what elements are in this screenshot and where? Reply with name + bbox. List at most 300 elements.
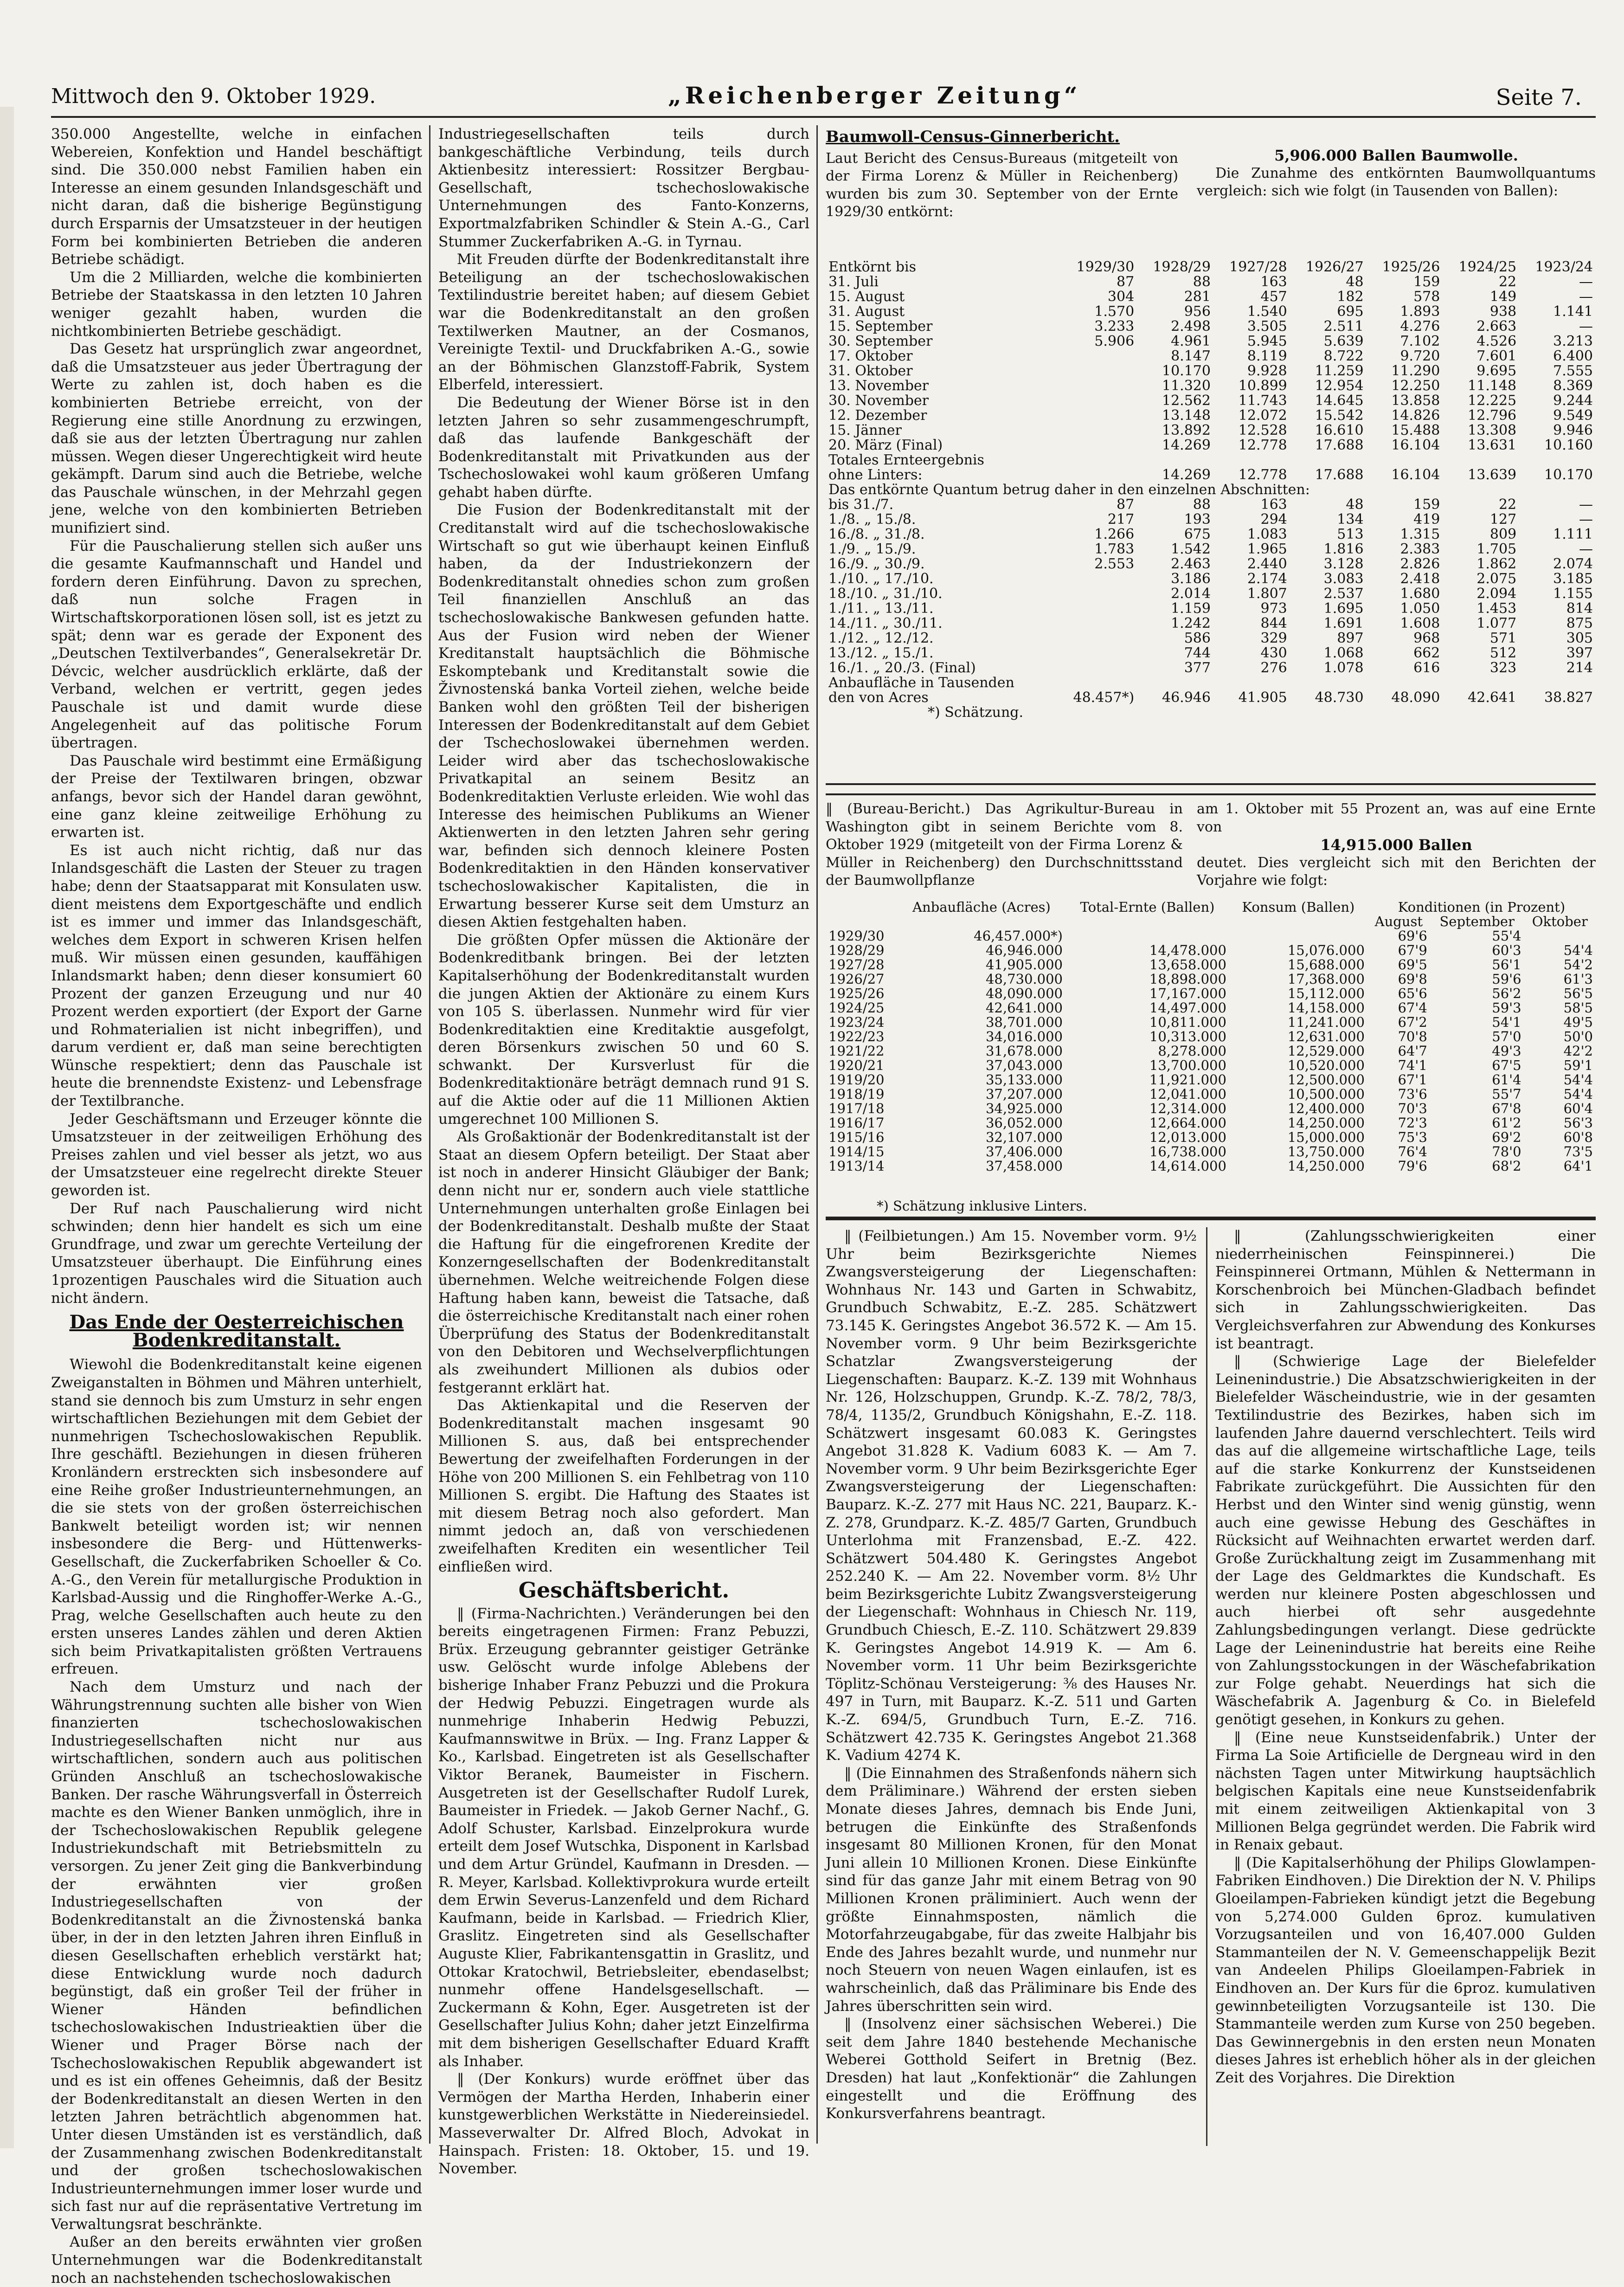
- table-row: [826, 1073, 1596, 1087]
- table-cell: 38,701.000: [985, 1014, 1063, 1030]
- table-cell: 12.954: [1315, 378, 1364, 394]
- table-cell: 1.083: [1247, 526, 1287, 542]
- table-row: [826, 497, 1596, 512]
- table-cell: 214: [1566, 660, 1593, 676]
- table-cell: 1925/26: [828, 986, 885, 1001]
- table-cell: 134: [1337, 511, 1364, 528]
- table-cell: 217: [1107, 511, 1135, 528]
- table-cell: 513: [1337, 526, 1364, 542]
- table-cell: 1./11. „ 13./11.: [828, 600, 934, 617]
- table-cell: 12,013.000: [1149, 1129, 1226, 1145]
- table-row: [826, 1116, 1596, 1130]
- table-cell: 56'2: [1492, 986, 1521, 1001]
- paragraph: ‖ (Eine neue Kunstseidenfabrik.) Unter der Firma La Soie Artificielle de Dergneau wird in den nächsten Tagen unter Mitwirkung hauptsächlich belgischen Kapitals eine neue Kunstseidenfabrik mit einem zeitweiligen Aktienkapital von 3 Millionen Belga gegründet werden. Die Fabrik wird in Renaix gebaut.: [1215, 1729, 1596, 1854]
- table-cell: 973: [1260, 600, 1287, 617]
- table-cell: 1.159: [1171, 600, 1211, 617]
- table-cell: 3.505: [1247, 318, 1287, 335]
- paragraph: Es ist auch nicht richtig, daß nur das Inlandsgeschäft die Lasten der Steuer zu tragen habe; denn der Staatsapparat mit Konsulaten usw. dient meistens dem Exportgeschäfte und endlich ist es immer und immer das Inlandsgeschäft, welches dem Export in schweren Krisen helfen muß. Wir müssen einen gesunden, kauffähigen Inlandsmarkt haben; denn dieser konsumiert 60 Prozent der ganzen Erzeugung und nur 40 Prozent werden exportiert (der Export der Garne und Rohmaterialien ist nicht inbegriffen), und darum verdient er, daß man seine berechtigten Wünsche respektiert; denn das Pauschale ist heute die brennendste Existenz- und Lebensfrage der Textilbranche.: [51, 842, 422, 1110]
- table-cell: 5.945: [1247, 333, 1287, 349]
- paragraph: Die Bedeutung der Wiener Börse ist in den letzten Jahren so sehr zusammengeschrumpft, daß das laufende Bankgeschäft der Bodenkreditanstalt mit Privatkunden aus der Tschechoslowakei wohl kaum größeren Umfang gehabt haben dürfte.: [438, 394, 809, 501]
- census-intro: Laut Bericht des Census-Bureaus (mitgeteilt von der Firma Lorenz & Müller in Reichenberg) wurden bis zum 30. September von der Ernte 1929/30 entkörnt:: [826, 150, 1178, 220]
- table-cell: [1057, 646, 1137, 661]
- paragraph: Industriegesellschaften teils durch bankgeschäftliche Verbindung, teils durch Aktienbesitz interessiert: Rossitzer Bergbau-Gesellschaft, tschechoslowakische Unternehmungen des Fanto-Konzerns, Exportmalzfabriken Schindler & Stein A.-G., Carl Stummer Zuckerfabriken A.-G. in Tyrnau.: [438, 126, 809, 250]
- table-cell: 1925/26: [1382, 259, 1440, 275]
- table-cell: 8.369: [1553, 378, 1593, 394]
- total-row: [826, 468, 1596, 483]
- table-cell: 1927/28: [828, 957, 885, 973]
- table-cell: 35,133.000: [985, 1072, 1063, 1088]
- table-cell: 37,406.000: [985, 1144, 1063, 1160]
- table-cell: 1.453: [1476, 600, 1517, 617]
- table-cell: Totales Ernteergebnis: [828, 452, 984, 468]
- section-heading: Geschäftsbericht.: [518, 1578, 730, 1603]
- table-cell: 377: [1184, 660, 1211, 676]
- section-label-row: [826, 483, 1596, 497]
- table-row: [826, 1058, 1596, 1073]
- table-cell: 1923/24: [828, 1014, 885, 1030]
- table-cell: ohne Linters:: [828, 467, 923, 483]
- table-cell: 968: [1413, 630, 1440, 646]
- table-cell: 11.320: [1162, 378, 1211, 394]
- table-cell: 1.893: [1400, 303, 1440, 320]
- table-cell: 1929/30: [828, 928, 885, 944]
- table-cell: 11.259: [1315, 363, 1364, 379]
- table-cell: 16./1. „ 20./3. (Final): [828, 660, 976, 676]
- table-cell: 74'1: [1398, 1057, 1427, 1073]
- table-cell: bis 31./7.: [828, 496, 894, 513]
- bureau-report: [826, 800, 1596, 1213]
- paragraph: Jeder Geschäftsmann und Erzeuger könnte die Umsatzsteuer in der zeitweiligen Erhöhung des Preises zahlen und viel besser als jetzt, wo aus der Umsatzsteuer eine regelrecht direkte Steuer geworden ist.: [51, 1110, 422, 1199]
- table-cell: 3.083: [1323, 571, 1364, 587]
- table-cell: 37,043.000: [985, 1057, 1063, 1073]
- table-cell: [1057, 364, 1137, 379]
- table-cell: 1.266: [1094, 526, 1135, 542]
- column-3-bottom: [826, 1227, 1197, 2146]
- table-row: [826, 1015, 1596, 1030]
- table-cell: 41.905: [1238, 689, 1287, 706]
- table-cell: 61'2: [1492, 1115, 1521, 1131]
- table-cell: 1.965: [1247, 541, 1287, 557]
- table-cell: 1917/18: [828, 1101, 885, 1116]
- table-cell: 10,313.000: [1149, 1029, 1226, 1044]
- table-cell: 1.155: [1553, 586, 1593, 602]
- paragraph: Außer an den bereits erwähnten vier großen Unternehmungen war die Bodenkreditanstalt noch an nachstehenden tschechoslowakischen: [51, 2234, 422, 2287]
- table-cell: 49'3: [1492, 1043, 1521, 1059]
- table-cell: 2.074: [1553, 556, 1593, 572]
- table-cell: 9.695: [1476, 363, 1517, 379]
- table-cell: 72'3: [1398, 1115, 1427, 1131]
- table-cell: 956: [1184, 303, 1211, 320]
- table-cell: Konsum (Ballen): [1242, 899, 1355, 915]
- table-cell: 11.148: [1468, 378, 1517, 394]
- table-cell: 17. Oktober: [828, 348, 913, 364]
- table-cell: 1.077: [1476, 615, 1517, 631]
- table-cell: 50'0: [1563, 1029, 1593, 1044]
- table-cell: 2.440: [1247, 556, 1287, 572]
- table-cell: [1057, 379, 1137, 393]
- table-cell: 8.722: [1323, 348, 1364, 364]
- table-cell: 1.050: [1400, 600, 1440, 617]
- table-cell: 127: [1489, 511, 1517, 528]
- census-title: Baumwoll-Census-Ginnerbericht.: [826, 128, 1120, 146]
- table-cell: 397: [1566, 645, 1593, 661]
- table-row: [826, 601, 1596, 616]
- table-cell: 14,158.000: [1287, 1000, 1365, 1016]
- table-cell: 54'4: [1563, 942, 1593, 958]
- table-cell: [1066, 929, 1229, 943]
- table-cell: September: [1439, 914, 1515, 929]
- table-cell: 1913/14: [828, 1158, 885, 1174]
- table-cell: 12,529.000: [1287, 1043, 1365, 1059]
- table-row: [826, 616, 1596, 631]
- table-cell: 67'8: [1492, 1101, 1521, 1116]
- table-row: [826, 1159, 1596, 1173]
- table-cell: [1229, 929, 1367, 943]
- table-cell: 11.290: [1391, 363, 1440, 379]
- table-cell: 61'3: [1563, 971, 1593, 987]
- table-cell: 12,041.000: [1149, 1086, 1226, 1102]
- paragraph: Für die Pauschalierung stellen sich außer uns die gesamte Kaufmannschaft und Handel und fordern deren Einführung. Davon zu sprechen, daß nun solche Fragen in Wirtschaftskorporationen lösen soll, ist es jetzt zu spät; denn war es gerade der Exponent des „Deutschen Textilverbandes“, Generalsekretär Dr. Dévcic, welcher ausdrücklich erklärte, daß der Verband, welchen er vertritt, gegen jedes Pauschale ist und damit wurde diese Angelegenheit auf das politische Forum übertragen.: [51, 537, 422, 752]
- table-cell: 12.528: [1238, 422, 1287, 438]
- table-row: [826, 557, 1596, 572]
- table-cell: 67'1: [1398, 1072, 1427, 1088]
- census-side-title: 5,906.000 Ballen Baumwolle.: [1274, 147, 1518, 164]
- census-report: [826, 125, 1596, 789]
- table-cell: 12.072: [1238, 407, 1287, 424]
- table-cell: 17,167.000: [1149, 986, 1226, 1001]
- table-cell: 276: [1260, 660, 1287, 676]
- paragraph: ‖ (Die Kapitalserhöhung der Philips Glowlampen-Fabriken Eindhoven.) Die Direktion der N. V. Philips Gloeilampen-Fabrieken kündigt jetzt die Begebung von 5,274.000 Gulden 6proz. kumulativen Vorzugsanteilen und von 16,407.000 Gulden Stammanteilen der N. V. Gemeenschappelijk Bezit van Andeelen Philips Gloeilampen-Fabriek in Eindhoven an. Der Kurs für die 6proz. kumulativen gewinnbeteiligten Vorzugsanteile ist 130. Die Stammanteile werden zum Kurse von 250 begeben. Das Gewinnergebnis in den ersten neun Monaten dieses Jahres ist erheblich höher als in der gleichen Zeit des Vorjahres. Die Direktion: [1215, 1854, 1596, 2086]
- paragraph: ‖ (Insolvenz einer sächsischen Weberei.) Die seit dem Jahre 1840 bestehende Mechanische Weberei Gotthold Seifert in Bretnig (Bez. Dresden) hat laut „Konfektionär“ die Zahlungen eingestellt und die Eröffnung des Konkursverfahrens beantragt.: [826, 2016, 1197, 2122]
- table-cell: 17.688: [1315, 437, 1364, 453]
- table-cell: 1.816: [1323, 541, 1364, 557]
- table-cell: 17.688: [1315, 467, 1364, 483]
- table-cell: Konditionen (in Prozent): [1398, 899, 1566, 915]
- table-cell: 42'2: [1563, 1043, 1593, 1059]
- table-cell: 11,921.000: [1149, 1072, 1226, 1088]
- table-cell: 844: [1260, 615, 1287, 631]
- table-cell: 75'3: [1398, 1129, 1427, 1145]
- table-cell: 1928/29: [1153, 259, 1211, 275]
- table-cell: 13.892: [1162, 422, 1211, 438]
- table-cell: 42.641: [1468, 689, 1517, 706]
- table-cell: 3.233: [1094, 318, 1135, 335]
- table-cell: —: [1579, 496, 1593, 513]
- paragraph: 350.000 Angestellte, welche in einfachen Webereien, Konfektion und Handel beschäftigt sind. Die 350.000 nebst Familien haben ein Interesse an einem gesunden Inlandsgeschäft und nicht daran, daß die bisherige Begünstigung durch Ersparnis der Umsatzsteuer in der heutigen Form bei kombinierten Betrieben die anderen Betriebe schädigt.: [51, 126, 422, 268]
- census-table: [826, 260, 1596, 720]
- table-cell: 159: [1413, 496, 1440, 513]
- table-cell: 67'4: [1398, 1000, 1427, 1016]
- table-cell: 7.102: [1400, 333, 1440, 349]
- table-cell: 46,946.000: [985, 942, 1063, 958]
- table-cell: 1.242: [1171, 615, 1211, 631]
- paragraph: Nach dem Umsturz und nach der Währungstrennung suchten alle bisher von Wien finanzierten tschechoslowakischen Industriegesellschaften nicht nur aus wirtschaftlichen, sondern auch aus politischen Gründen Anschluß an tschechoslowakische Banken. Der rasche Währungsverfall in Österreich machte es den Wiener Banken unmöglich, ihre in der Tschechoslowakischen Republik gelegene Industriekundschaft mit Betriebsmitteln zu versorgen. Zu jener Zeit ging die Bankverbindung der erwähnten vier großen Industriegesellschaften von der Bodenkreditanstalt an die Živnostenská banka über, in der in den letzten Jahren ihren Einfluß in diesen Gesellschaften erheblich verstärkt hat; diese Entwicklung wurde noch dadurch begünstigt, daß ein großer Teil der früher in Wiener Händen befindlichen tschechoslowakischen Industrieaktien über die Wiener und Prager Börse nach der Tschechoslowakischen Republik abgewandert ist und es ist ein offenes Geheimnis, daß der Besitz der Bodenkreditanstalt an diesen Werten in den letzten Jahren beträchtlich abgenommen hat. Unter diesen Umständen ist es verständlich, daß der Zusammenhang zwischen Bodenkreditanstalt und der großen tschechoslowakischen Industrieunternehmungen immer loser wurde und sich fast nur auf die repräsentative Vertretung im Verwaltungsrat beschränkte.: [51, 1679, 422, 2233]
- table-cell: 9.549: [1553, 407, 1593, 424]
- table-cell: 1.807: [1247, 586, 1287, 602]
- table-cell: 54'2: [1563, 957, 1593, 973]
- table-cell: [1057, 349, 1137, 364]
- table-row: [826, 646, 1596, 661]
- table-cell: 814: [1566, 600, 1593, 617]
- table-cell: 457: [1260, 289, 1287, 305]
- table-cell: 79'6: [1398, 1158, 1427, 1174]
- table-cell: 67'9: [1398, 942, 1427, 958]
- table-cell: 1./10. „ 17./10.: [828, 571, 934, 587]
- table-cell: 14,478.000: [1149, 942, 1226, 958]
- table-cell: den von Acres: [828, 689, 929, 706]
- table-cell: 1.608: [1400, 615, 1440, 631]
- table-cell: 10.170: [1544, 467, 1593, 483]
- table-cell: 31,678.000: [985, 1043, 1063, 1059]
- table-cell: 12.778: [1238, 437, 1287, 453]
- table-cell: 76'4: [1398, 1144, 1427, 1160]
- table-cell: 12.250: [1391, 378, 1440, 394]
- table-cell: 182: [1337, 289, 1364, 305]
- table-cell: 159: [1413, 274, 1440, 290]
- table-row: [826, 1001, 1596, 1015]
- table-cell: 12,400.000: [1287, 1101, 1365, 1116]
- table-cell: [1524, 929, 1596, 943]
- table-cell: 294: [1260, 511, 1287, 528]
- table-cell: 49'5: [1563, 1014, 1593, 1030]
- table-cell: 13.639: [1468, 467, 1517, 483]
- table-cell: 15,112.000: [1287, 986, 1365, 1001]
- table-cell: 54'4: [1563, 1072, 1593, 1088]
- table-cell: 48.457*): [1073, 689, 1135, 706]
- table-cell: 1926/27: [828, 971, 885, 987]
- table-cell: Oktober: [1532, 914, 1588, 929]
- table-cell: 4.961: [1171, 333, 1211, 349]
- bureau-side-bold: 14,915.000 Ballen: [1320, 836, 1472, 854]
- table-cell: 2.826: [1400, 556, 1440, 572]
- table-cell: 15. September: [828, 318, 933, 335]
- table-cell: 55'4: [1492, 928, 1521, 944]
- table-cell: 69'5: [1398, 957, 1427, 973]
- table-cell: 48,090.000: [985, 986, 1063, 1001]
- table-cell: 60'4: [1563, 1101, 1593, 1116]
- table-cell: 73'6: [1398, 1086, 1427, 1102]
- table-cell: 323: [1489, 660, 1517, 676]
- table-cell: 10,500.000: [1287, 1086, 1365, 1102]
- table-cell: 59'1: [1563, 1057, 1593, 1073]
- table-cell: 15,688.000: [1287, 957, 1365, 973]
- table-cell: 1.068: [1323, 645, 1364, 661]
- left-binding-edge: [0, 107, 14, 2148]
- header-paper-title: „Reichenberger Zeitung“: [668, 82, 1081, 109]
- table-cell: 67'5: [1492, 1057, 1521, 1073]
- paragraph: Die größten Opfer müssen die Aktionäre der Bodenkreditbank bringen. Bei der letzten Kapitalserhöhung der Bodenkreditanstalt wurden die jungen Aktien der Aktionäre zu einem Kurs von 105 S. überlassen. Nunmehr wird für vier Bodenkreditaktien eine Kreditaktie ausgefolgt, deren Börsenkurs zwischen 50 und 60 S. schwankt. Der Kursverlust für die Bodenkreditaktionäre beträgt demnach rund 91 S. auf die Aktie oder auf die 11 Millionen Aktien umgerechnet 100 Millionen S.: [438, 931, 809, 1127]
- bureau-table: [826, 900, 1596, 1173]
- table-cell: 14,250.000: [1287, 1158, 1365, 1174]
- table-cell: 1.705: [1476, 541, 1517, 557]
- table-cell: 8.147: [1171, 348, 1211, 364]
- table-cell: 571: [1489, 630, 1517, 646]
- table-row: [826, 972, 1596, 986]
- table-cell: 12.225: [1468, 393, 1517, 409]
- census-intro-block: [826, 125, 1178, 221]
- table-cell: 12,664.000: [1149, 1115, 1226, 1131]
- table-cell: [1057, 661, 1137, 676]
- table-header-row: [826, 900, 1596, 915]
- census-side-block: [1197, 125, 1596, 200]
- paragraph: Das Gesetz hat ursprünglich zwar angeordnet, daß die Umsatzsteuer aus jeder Übertragung der Werte zu zahlen ist, doch haben es die kombinierten Betriebe erreicht, von der Regierung eine stille Anordnung zu erzwingen, daß sie aus der letzten Übertragung nur zahlen müssen. Wegen dieser Ungerechtigkeit wird heute gekämpft. Darum sind auch die Betriebe, welche das Pauschale wünschen, in der Mehrzahl gegen jene, welche von den kombinierten Betrieben munifiziert sind.: [51, 341, 422, 537]
- table-row: [826, 275, 1596, 290]
- table-cell: 9.946: [1553, 422, 1593, 438]
- table-cell: 37,207.000: [985, 1086, 1063, 1102]
- table-cell: 60'8: [1563, 1129, 1593, 1145]
- table-cell: 12,500.000: [1287, 1072, 1365, 1088]
- table-cell: 14.269: [1162, 437, 1211, 453]
- table-cell: 57'0: [1492, 1029, 1521, 1044]
- table-cell: 13,700.000: [1149, 1057, 1226, 1073]
- table-header-row: [826, 915, 1596, 929]
- table-cell: [1057, 616, 1137, 631]
- table-cell: 744: [1184, 645, 1211, 661]
- table-cell: 58'5: [1563, 1000, 1593, 1016]
- table-cell: 1921/22: [828, 1043, 885, 1059]
- table-cell: 56'1: [1492, 957, 1521, 973]
- table-cell: [1057, 586, 1137, 601]
- bureau-side-text-2: deutet. Dies vergleicht sich mit den Berichten der Vorjahre wie folgt:: [1197, 854, 1596, 889]
- paragraph: ‖ (Schwierige Lage der Bielefelder Leinenindustrie.) Die Absatzschwierigkeiten in der Bielefelder Wäscheindustrie, wie in der gesamten Textilindustrie des Bezirkes, haben sich im laufenden Jahre dauernd verschlechtert. Teils wird das auf die allgemeine wirtschaftliche Lage, teils auf die starke Konkurrenz der Kunstseidenen Fabrikate zurückgeführt. Die Aussichten für den Herbst und den Winter sind wenig günstig, wenn auch eine gewisse Hebung des Geschäftes in Rücksicht auf Weihnachten erwartet werden darf. Große Zurückhaltung zeigt im Zusammenhang mit der Lage des Geldmarktes die Kundschaft. Es werden nur kleinere Posten abgeschlossen und auch hierbei oft sehr ausgedehnte Zahlungsbedingungen verlangt. Diese gedrückte Lage der Leinenindustrie hat bereits eine Reihe von Zahlungsstockungen in der Wäschefabrikation zur Folge gehabt. Neuerdings hat sich die Wäschefabrik A. Jagenburg & Co. in Bielefeld genötigt gesehen, in Konkurs zu gehen.: [1215, 1353, 1596, 1728]
- table-cell: 16.610: [1315, 422, 1364, 438]
- table-cell: 48,730.000: [985, 971, 1063, 987]
- table-cell: 1929/30: [1076, 259, 1135, 275]
- table-row: [826, 586, 1596, 601]
- table-cell: 9.928: [1247, 363, 1287, 379]
- table-cell: 12.778: [1238, 467, 1287, 483]
- column-4-bottom: [1215, 1227, 1596, 2146]
- table-cell: 1924/25: [828, 1000, 885, 1016]
- table-cell: 1922/23: [828, 1029, 885, 1044]
- table-cell: 16./8. „ 31./8.: [828, 526, 925, 542]
- table-cell: 13,750.000: [1287, 1144, 1365, 1160]
- table-cell: Total-Ernte (Ballen): [1080, 899, 1215, 915]
- table-cell: 1923/24: [1535, 259, 1593, 275]
- bureau-side-text-1: am 1. Oktober mit 55 Prozent an, was auf eine Ernte von: [1197, 801, 1596, 835]
- table-cell: —: [1579, 511, 1593, 528]
- table-cell: 1./12. „ 12./12.: [828, 630, 934, 646]
- table-cell: 59'3: [1492, 1000, 1521, 1016]
- section-divider: [826, 1217, 1596, 1220]
- census-side-text: Die Zunahme des entkörnten Baumwollquantums vergleich: sich wie folgt (in Tausenden von Ballen):: [1197, 165, 1596, 200]
- table-cell: August: [1374, 914, 1423, 929]
- table-cell: 11,241.000: [1287, 1014, 1365, 1030]
- table-cell: 163: [1260, 274, 1287, 290]
- table-cell: 616: [1413, 660, 1440, 676]
- table-cell: 2.094: [1476, 586, 1517, 602]
- table-cell: 11.743: [1238, 393, 1287, 409]
- table-cell: 1.540: [1247, 303, 1287, 320]
- table-header-row: [826, 260, 1596, 275]
- table-cell: 5.639: [1323, 333, 1364, 349]
- table-cell: 15. August: [828, 289, 905, 305]
- table-cell: 149: [1489, 289, 1517, 305]
- paragraph: Als Großaktionär der Bodenkreditanstalt ist der Staat an diesem Opfern beteiligt. Der Staat aber ist noch in anderer Hinsicht Gläubiger der Bank; denn nicht nur er, sondern auch viele stattliche Unternehmungen unterhalten große Einlagen bei der Bodenkreditanstalt. Deshalb mußte der Staat die Haftung für die eingefrorenen Kredite der Konzerngesellschaften der Bodenkreditanstalt übernehmen. Welche weitreichende Folgen diese Haftung haben kann, beweist die Tatsache, daß die österreichische Kreditanstalt nach einer rohen Überprüfung des Status der Bodenkreditanstalt von den Debitoren und Wechselverpflichtungen als zweihundert Millionen als dubios oder festgerannt erklärt hat.: [438, 1128, 809, 1396]
- table-cell: 10.899: [1238, 378, 1287, 394]
- table-cell: 18./10. „ 31./10.: [828, 586, 943, 602]
- table-cell: 14./11. „ 30./11.: [828, 615, 943, 631]
- table-cell: 56'5: [1563, 986, 1593, 1001]
- table-cell: [1057, 438, 1137, 453]
- table-cell: *) Schätzung.: [928, 704, 1024, 721]
- table-cell: 13. November: [828, 378, 929, 394]
- paragraph: ‖ (Der Konkurs) wurde eröffnet über das Vermögen der Martha Herden, Inhaberin einer kunstgewerblichen Werkstätte in Niedereinsiedel. Masseverwalter Dr. Alfred Bloch, Advokat in Hainspach. Fristen: 18. Oktober, 15. und 19. November.: [438, 2071, 809, 2177]
- table-cell: 430: [1260, 645, 1287, 661]
- bureau-footnote: *) Schätzung inklusive Linters.: [877, 1198, 1087, 1214]
- table-cell: 2.418: [1400, 571, 1440, 587]
- table-row: [826, 631, 1596, 646]
- column-divider: [429, 125, 430, 2144]
- table-row: [826, 1130, 1596, 1145]
- table-row: [826, 661, 1596, 676]
- table-cell: 55'7: [1492, 1086, 1521, 1102]
- table-row: [826, 572, 1596, 586]
- table-cell: [1057, 572, 1137, 586]
- table-cell: 15.488: [1391, 422, 1440, 438]
- paragraph: Die Fusion der Bodenkreditanstalt mit der Creditanstalt wird auf die tschechoslowakische Wirtschaft so gut wie überhaupt keinen Einfluß haben, da der Industriekonzern der Bodenkreditanstalt ohnedies schon zum großen Teil finanziellen Anschluß an das tschechoslowakische Bankwesen gefunden hatte. Aus der Fusion wird neben der Wiener Kreditanstalt hauptsächlich die Böhmische Eskomptebank und Kreditanstalt sowie die Živnostenská banka Vorteil ziehen, welche beide Banken wohl den größten Teil der bisherigen Interessen der Bodenkreditanstalt auf dem Gebiet der Tschechoslowakei übernehmen werden. Leider wird aber das tschechoslowakische Privatkapital an seinem Besitz an Bodenkreditaktien Verluste erleiden. Wie wohl das Interesse des heimischen Publikums an Wiener Aktienwerten in den letzten Jahren sehr gering war, befinden sich dennoch kleinere Posten Bodenkreditaktien in den Händen konservativer tschechoslowakischer Kapitalisten, die in Erwartung besserer Kurse seit dem Umsturz an diesen Aktien festgehalten haben.: [438, 502, 809, 931]
- table-cell: 938: [1489, 303, 1517, 320]
- table-cell: 68'2: [1492, 1158, 1521, 1174]
- table-cell: 46.946: [1162, 689, 1211, 706]
- table-cell: 14,614.000: [1149, 1158, 1226, 1174]
- paragraph: ‖ (Firma-Nachrichten.) Veränderungen bei den bereits eingetragenen Firmen: Franz Pebuzzi, Brüx. Erzeugung gebrannter geistiger Getränke usw. Gelöscht wurde infolge Ablebens der bisherige Inhaber Franz Pebuzzi und die Prokura der Hedwig Pebuzzi. Eingetragen wurde als nunmehrige Inhaberin Hedwig Pebuzzi, Kaufmannswitwe in Brüx. — Ing. Franz Lapper & Ko., Karlsbad. Eingetreten ist als Gesellschafter Viktor Beranek, Baumeister in Fischern. Ausgetreten ist der Gesellschafter Rudolf Lurek, Baumeister in Friedek. — Jakob Gerner Nachf., G. Adolf Schuster, Karlsbad. Einzelprokura wurde erteilt dem Josef Wutschka, Disponent in Karlsbad und dem Artur Gründel, Kaufmann in Dresden. — R. Meyer, Karlsbad. Kollektivprokura wurde erteilt dem Erwin Severus-Lanzenfeld und dem Richard Kaufmann, beide in Karlsbad. — Friedrich Klier, Graslitz. Eingetreten sind als Gesellschafter Auguste Klier, Fabrikantensgattin in Graslitz, und Ottokar Kratochwil, Betriebsleiter, ebendaselbst; nunmehr offene Handelsgesellschaft. — Zuckermann & Kohn, Eger. Ausgetreten ist der Gesellschafter Julius Kohn; daher jetzt Einzelfirma mit dem bisherigen Gesellschafter Eduard Krafft als Inhaber.: [438, 1605, 809, 2070]
- table-cell: 64'1: [1563, 1158, 1593, 1174]
- table-cell: 48: [1346, 274, 1364, 290]
- table-cell: 586: [1184, 630, 1211, 646]
- table-row: [826, 364, 1596, 379]
- table-cell: 46,457.000*): [974, 928, 1063, 944]
- table-cell: 78'0: [1492, 1144, 1521, 1160]
- paragraph: Um die 2 Milliarden, welche die kombinierten Betriebe der Staatskassa in den letzten 10 Jahren weniger gezahlt haben, wurden die nichtkombinierten Betriebe geschädigt.: [51, 269, 422, 340]
- table-cell: 70'3: [1398, 1101, 1427, 1116]
- table-cell: 695: [1337, 303, 1364, 320]
- table-cell: 69'8: [1398, 971, 1427, 987]
- table-cell: 1916/17: [828, 1115, 885, 1131]
- table-cell: 34,925.000: [985, 1101, 1063, 1116]
- table-cell: 22: [1498, 274, 1517, 290]
- table-cell: —: [1579, 541, 1593, 557]
- table-cell: 2.498: [1171, 318, 1211, 335]
- table-cell: 22: [1498, 496, 1517, 513]
- table-cell: 7.555: [1553, 363, 1593, 379]
- paragraph: ‖ (Feilbietungen.) Am 15. November vorm. 9½ Uhr beim Bezirksgerichte Niemes Zwangsversteigerung der Liegenschaften: Wohnhaus Nr. 143 und Garten in Schwabitz, Grundbuch Schwabitz, E.-Z. 285. Schätzwert 73.145 K. Geringstes Angebot 36.572 K. — Am 15. November vorm. 9 Uhr beim Bezirksgerichte Schatzlar Zwangsversteigerung der Liegenschaften: Bauparz. K.-Z. 139 mit Wohnhaus Nr. 126, Holzschuppen, Grundp. K.-Z. 78/2, 78/3, 78/4, 1135/2, Grundbuch Königshahn, E.-Z. 118. Schätzwert insgesamt 60.083 K. Geringstes Angebot 31.828 K. Vadium 6083 K. — Am 7. November vorm. 9 Uhr beim Bezirksgerichte Eger Zwangsversteigerung der Liegenschaften: Bauparz. K.-Z. 277 mit Haus NC. 221, Bauparz. K.-Z. 278, Grundparz. K.-Z. 485/7 Garten, Grundbuch Unterlohma mit Franzensbad, E.-Z. 422. Schätzwert 504.480 K. Geringstes Angebot 252.240 K. — Am 22. November vorm. 8½ Uhr beim Bezirksgerichte Lubitz Zwangsversteigerung der Liegenschaft: Wohnhaus in Chiesch Nr. 119, Grundbuch Chiesch, E.-Z. 110. Schätzwert 29.839 K. Geringstes Angebot 14.919 K. — Am 6. November vorm. 11 Uhr beim Bezirksgerichte Töplitz-Schönau Versteigerung: ⅜ des Hauses Nr. 497 in Turn, mit Bauparz. K.-Z. 511 und Garten K.-Z. 694/5, Grundbuch Turn, E.-Z. 716. Schätzwert 42.735 K. Geringstes Angebot 21.368 K. Vadium 4274 K.: [826, 1228, 1197, 1764]
- table-cell: 64'7: [1398, 1043, 1427, 1059]
- table-cell: 15. Jänner: [828, 422, 902, 438]
- table-cell: 4.276: [1400, 318, 1440, 335]
- table-cell: 69'2: [1492, 1129, 1521, 1145]
- header-date: Mittwoch den 9. Oktober 1929.: [51, 84, 376, 108]
- table-cell: 67'2: [1398, 1014, 1427, 1030]
- table-cell: 48.090: [1391, 689, 1440, 706]
- table-cell: 16.104: [1391, 437, 1440, 453]
- table-cell: 3.185: [1553, 571, 1593, 587]
- table-cell: 10.160: [1544, 437, 1593, 453]
- table-row: [826, 1102, 1596, 1116]
- table-row: [826, 986, 1596, 1001]
- table-row: [826, 379, 1596, 393]
- table-cell: 5.906: [1094, 333, 1135, 349]
- table-cell: 1915/16: [828, 1129, 885, 1145]
- table-cell: 18,898.000: [1149, 971, 1226, 987]
- table-cell: [1057, 631, 1137, 646]
- table-cell: 419: [1413, 511, 1440, 528]
- table-cell: 13.148: [1162, 407, 1211, 424]
- table-cell: 14.645: [1315, 393, 1364, 409]
- table-cell: 1927/28: [1229, 259, 1287, 275]
- table-cell: 1./8. „ 15./8.: [828, 511, 916, 528]
- table-cell: 60'3: [1492, 942, 1521, 958]
